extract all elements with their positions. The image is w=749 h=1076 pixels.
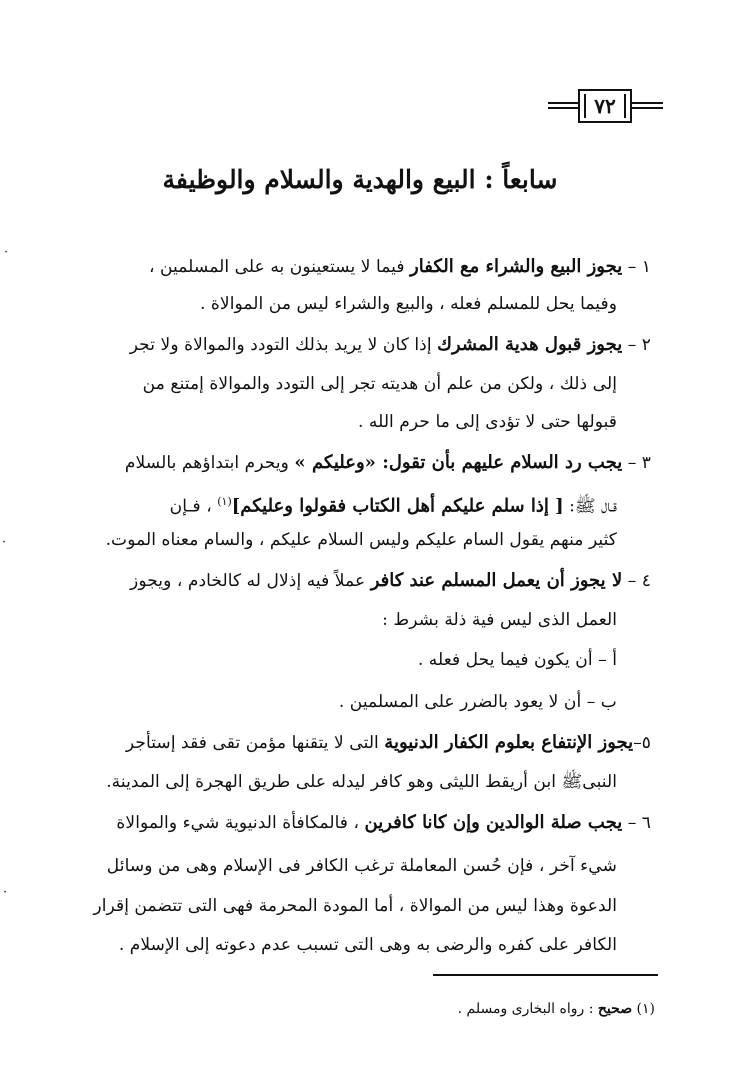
item-5-line-2 [0,762,749,802]
item-text: التى لا يتقنها مؤمن تقى فقد إستأجر [125,733,385,753]
item-text: إلى ذلك ، ولكن من علم أن هديته تجر إلى التودد والموالاة إمتنع من [142,374,617,394]
item-number: ٥– [633,733,651,753]
item-6-line-1 [0,803,749,843]
scan-speck: · [2,535,7,550]
page-number-badge [548,88,663,126]
item-text: الدعوة وهذا ليس من الموالاة ، أما المودة المحرمة فهى التى تتضمن إقرار [93,896,617,916]
item-heading: يجب رد السلام عليهم بأن تقول: «وعليكم » [294,452,623,473]
item-heading: يجوز البيع والشراء مع الكفار [410,256,623,277]
item-number: ٦ – [622,813,651,833]
footnote-divider [433,974,658,976]
item-6-line-3 [0,886,749,926]
footnote [300,995,655,1023]
item-heading: يجب صلة الوالدين وإن كانا كافرين [364,812,623,833]
item-3-line-1 [0,443,749,483]
item-heading: لا يجوز أن يعمل المسلم عند كافر [370,570,623,591]
item-3-line-3 [0,520,749,560]
item-5-line-1 [0,723,749,763]
scan-speck: · [4,245,9,260]
item-2-line-3 [0,402,749,442]
item-4-condition-a [0,640,749,680]
footnote-grade: صحيح [597,1001,633,1017]
item-heading: يجوز قبول هدية المشرك [437,334,623,355]
item-3-line-2 [0,482,749,522]
item-text: ب – أن لا يعود بالضرر على المسلمين . [338,692,617,712]
item-text: ويحرم ابتداؤهم بالسلام [124,453,295,473]
page-number: ٧٢ [594,94,616,118]
item-text: ، فـإن [169,496,218,517]
section-title: سابعاً : البيع والهدية والسلام والوظيفة [162,165,558,194]
item-text: الكافر على كفره والرضى به وهى التى تسبب عدم دعوته إلى الإسلام . [118,935,617,955]
item-text: إذا كان لا يريد بذلك التودد والموالاة ولا تجر [129,335,438,355]
item-6-line-4 [0,925,749,965]
item-text: قبولها حتى لا تؤدى إلى ما حرم الله . [357,412,617,432]
footnote-ref: (١) [217,495,232,508]
item-2-line-1 [0,325,749,365]
item-text: وفيما يحل للمسلم فعله ، والبيع والشراء ليس من الموالاة . [199,294,617,314]
item-text: فيما لا يستعينون به على المسلمين ، [148,257,411,277]
item-2-line-2 [0,364,749,404]
item-text: قـال ﷺ: [563,496,617,517]
item-6-line-2 [0,846,749,886]
footnote-text: : رواه البخارى ومسلم . [457,1001,598,1017]
footnote-number: (١) [632,1001,655,1017]
item-number: ٤ – [622,571,651,591]
item-number: ٣ – [622,453,651,473]
item-text: النبىﷺ ابن أريقط الليثى وهو كافر ليدله على طريق الهجرة إلى المدينة. [106,772,617,792]
item-text: العمل الذى ليس فية ذلة بشرط : [382,610,617,630]
item-4-line-2 [0,600,749,640]
item-number: ١ – [622,257,651,277]
item-text: ، فالمكافأة الدنيوية شيء والموالاة [116,813,365,833]
item-4-condition-b [0,682,749,722]
item-heading: يجوز الإنتفاع بعلوم الكفار الدنيوية [384,732,634,753]
item-number: ٢ – [622,335,651,355]
item-text: شيء آخر ، فإن حُسن المعاملة ترغب الكافر فى الإسلام وهى من وسائل [106,856,617,876]
item-text: عملاً فيه إذلال له كالخادم ، ويجوز [130,571,371,591]
item-text: أ – أن يكون فيما يحل فعله . [417,650,617,670]
page-number-frame [578,89,632,123]
hadith-quote: [ إذا سلم عليكم أهل الكتاب فقولوا وعليكم] [231,495,564,517]
item-1-line-2 [0,284,749,324]
item-1-line-1 [0,247,749,287]
scan-speck: · [3,885,8,900]
item-text: كثير منهم يقول السام عليكم وليس السلام عليكم ، والسام معناه الموت. [105,530,617,550]
item-4-line-1 [0,561,749,601]
